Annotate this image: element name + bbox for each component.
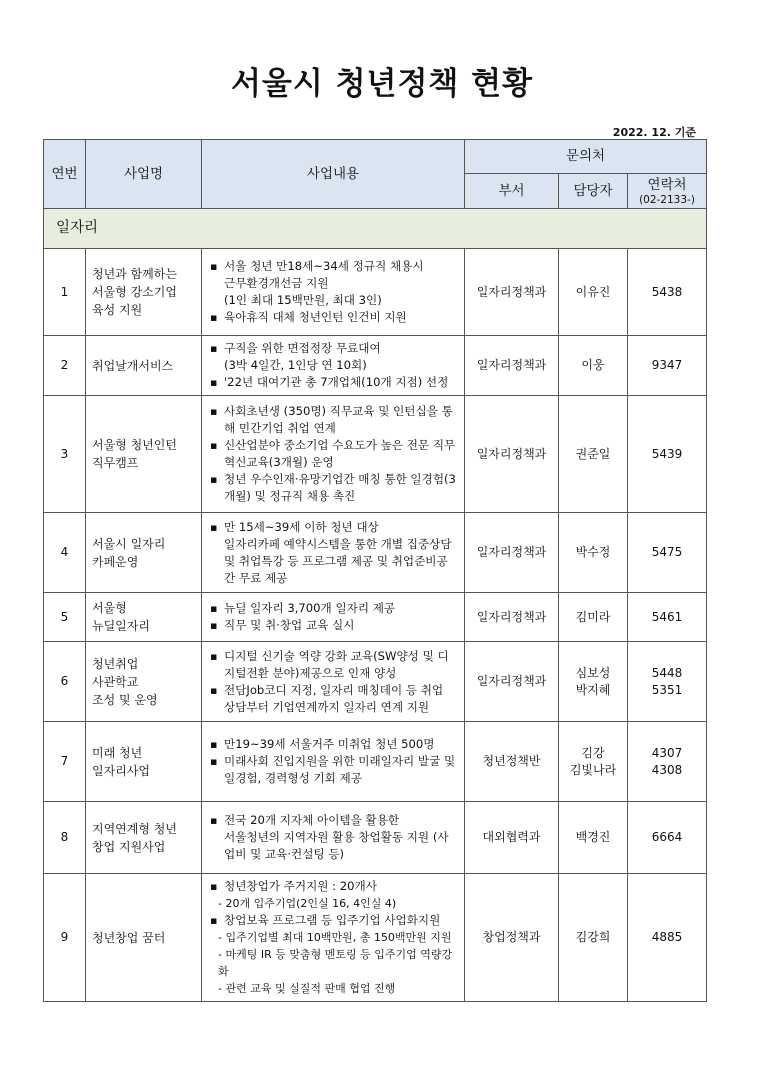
row-manager: 김강희 — [559, 874, 628, 1002]
row-content — [202, 593, 465, 642]
table-row — [44, 249, 707, 336]
bullet-item: ▪ 청년창업가 주거지원 : 20개사 — [210, 878, 458, 895]
row-dept: 일자리정책과 — [465, 642, 559, 722]
row-manager: 백경진 — [559, 802, 628, 874]
row-content — [202, 249, 465, 336]
bullet-item: ▪ 뉴딜 일자리 3,700개 일자리 제공 — [210, 600, 458, 617]
bullet-item: ▪ '22년 대여기관 총 7개업체(10개 지점) 선정 — [210, 374, 458, 391]
section-title: 일자리 — [44, 209, 707, 249]
header-phone-prefix: (02-2133-) — [639, 193, 695, 206]
row-manager: 김강 김빛나라 — [559, 722, 628, 802]
header-phone — [628, 174, 707, 209]
bullet-item: ▪ 창업보육 프로그램 등 입주기업 사업화지원 — [210, 912, 458, 929]
row-phone: 6664 — [628, 802, 707, 874]
bullet-item: ▪ 신산업분야 중소기업 수요도가 높은 전문 직무 혁신교육(3개월) 운영 — [210, 437, 458, 471]
row-no: 6 — [44, 642, 86, 722]
row-phone: 4885 — [628, 874, 707, 1002]
row-no: 5 — [44, 593, 86, 642]
row-dept: 청년정책반 — [465, 722, 559, 802]
row-phone: 5439 — [628, 396, 707, 513]
row-no: 8 — [44, 802, 86, 874]
row-name: 미래 청년 일자리사업 — [86, 722, 202, 802]
row-no: 2 — [44, 336, 86, 396]
row-manager: 이웅 — [559, 336, 628, 396]
content-line: - 관련 교육 및 실질적 판매 협업 진행 — [218, 982, 396, 995]
row-content — [202, 513, 465, 593]
row-name: 청년과 함께하는 서울형 강소기업 육성 지원 — [86, 249, 202, 336]
row-phone: 4307 4308 — [628, 722, 707, 802]
row-manager: 김미라 — [559, 593, 628, 642]
reference-date: 2022. 12. 기준 — [612, 126, 696, 139]
row-content — [202, 336, 465, 396]
bullet-item: ▪ 육아휴직 대체 청년인턴 인건비 지원 — [210, 309, 458, 326]
row-name: 서울시 일자리 카페운영 — [86, 513, 202, 593]
row-dept: 일자리정책과 — [465, 513, 559, 593]
content-line: - 20개 입주기업(2인실 16, 4인실 4) — [218, 897, 397, 910]
policy-table — [43, 139, 707, 1002]
row-manager: 심보성 박지혜 — [559, 642, 628, 722]
row-content — [202, 396, 465, 513]
header-content: 사업내용 — [202, 140, 465, 209]
table-row — [44, 336, 707, 396]
content-line: 근무환경개선금 지원 — [224, 276, 329, 290]
row-content — [202, 874, 465, 1002]
table-row — [44, 513, 707, 593]
table-row — [44, 722, 707, 802]
bullet-item: ▪ 전담Job코디 지정, 일자리 매칭데이 등 취업 상담부터 기업연계까지 일자리 연계 지원 — [210, 682, 458, 716]
row-dept: 일자리정책과 — [465, 396, 559, 513]
bullet-item: ▪ 만19~39세 서울거주 미취업 청년 500명 — [210, 736, 458, 753]
row-name: 청년창업 꿈터 — [86, 874, 202, 1002]
row-no: 9 — [44, 874, 86, 1002]
row-name: 서울형 청년인턴 직무캠프 — [86, 396, 202, 513]
header-contact: 문의처 — [465, 140, 707, 174]
row-no: 7 — [44, 722, 86, 802]
bullet-item: ▪ 사회초년생 (350명) 직무교육 및 인턴십을 통해 민간기업 취업 연계 — [210, 403, 458, 437]
bullet-item: ▪ 미래사회 진입지원을 위한 미래일자리 발굴 및 일경험, 경력형성 기회 제공 — [210, 753, 458, 787]
row-dept: 일자리정책과 — [465, 336, 559, 396]
row-dept: 일자리정책과 — [465, 249, 559, 336]
content-line: - 마케팅 IR 등 맞춤형 멘토링 등 입주기업 역량강화 — [218, 948, 453, 978]
bullet-item: ▪ 만 15세~39세 이하 청년 대상 — [210, 519, 458, 536]
row-name: 서울형 뉴딜일자리 — [86, 593, 202, 642]
header-manager: 담당자 — [559, 174, 628, 209]
content-line: - 입주기업별 최대 10백만원, 총 150백만원 지원 — [218, 931, 452, 944]
row-content — [202, 642, 465, 722]
row-phone: 9347 — [628, 336, 707, 396]
row-content — [202, 722, 465, 802]
row-phone: 5461 — [628, 593, 707, 642]
bullet-item: ▪ 직무 및 취·창업 교육 실시 — [210, 617, 458, 634]
row-dept: 대외협력과 — [465, 802, 559, 874]
content-line: (1인 최대 15백만원, 최대 3인) — [224, 293, 382, 307]
content-line: 서울청년의 지역자원 활용 창업활동 지원 (사업비 및 교육·컨설팅 등) — [224, 830, 449, 861]
row-dept: 일자리정책과 — [465, 593, 559, 642]
row-no: 4 — [44, 513, 86, 593]
table-row — [44, 874, 707, 1002]
content-line: 일자리카페 예약시스템을 통한 개별 집중상담 및 취업특강 등 프로그램 제공 및 취업준비공간 무료 제공 — [224, 536, 452, 585]
row-phone: 5475 — [628, 513, 707, 593]
row-no: 3 — [44, 396, 86, 513]
header-no: 연번 — [44, 140, 86, 209]
row-manager: 권준일 — [559, 396, 628, 513]
page-title: 서울시 청년정책 현황 — [230, 66, 534, 102]
bullet-item: ▪ 전국 20개 지자체 아이템을 활용한 — [210, 812, 458, 829]
row-name: 청년취업 사관학교 조성 및 운영 — [86, 642, 202, 722]
header-dept: 부서 — [465, 174, 559, 209]
bullet-item: ▪ 서울 청년 만18세~34세 정규직 채용시 — [210, 258, 458, 275]
row-phone: 5438 — [628, 249, 707, 336]
content-line: (3박 4일간, 1인당 연 10회) — [224, 358, 367, 372]
bullet-item: ▪ 청년 우수인재·유망기업간 매칭 통한 일경험(3개월) 및 정규직 채용 촉진 — [210, 471, 458, 505]
bullet-item: ▪ 디지털 신기술 역량 강화 교육(SW양성 및 디지털전환 분야)제공으로 인재 양성 — [210, 648, 458, 682]
header-phone-label: 연락처 — [647, 176, 687, 193]
row-name: 지역연계형 청년 창업 지원사업 — [86, 802, 202, 874]
bullet-item: ▪ 구직을 위한 면접정장 무료대여 — [210, 340, 458, 357]
row-dept: 창업정책과 — [465, 874, 559, 1002]
row-manager: 이유진 — [559, 249, 628, 336]
row-manager: 박수정 — [559, 513, 628, 593]
table-row — [44, 642, 707, 722]
row-phone: 5448 5351 — [628, 642, 707, 722]
row-name: 취업날개서비스 — [86, 336, 202, 396]
header-name: 사업명 — [86, 140, 202, 209]
table-row — [44, 802, 707, 874]
table-row — [44, 593, 707, 642]
table-row — [44, 396, 707, 513]
row-content — [202, 802, 465, 874]
row-no: 1 — [44, 249, 86, 336]
